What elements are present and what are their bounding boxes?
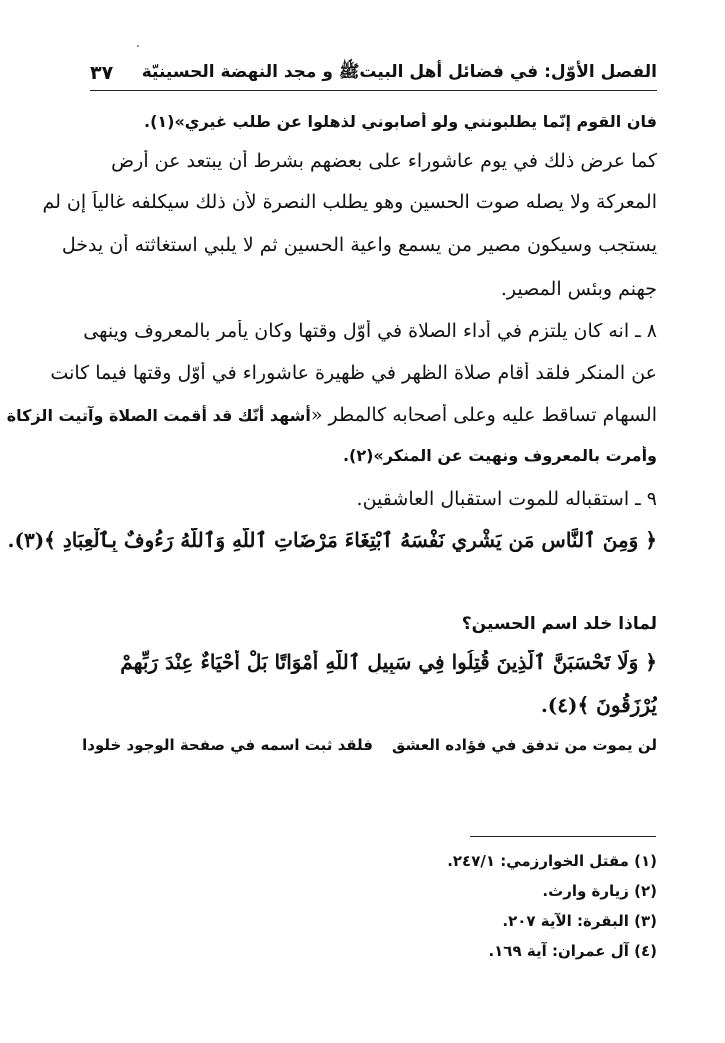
body-line-quote-part: أشهد أنّك قد أقمت الصلاة وآتيت الزكاة [6,406,311,425]
scan-mark [137,45,139,47]
footnote: (٢) زيارة وارث. [542,882,657,900]
footnote: (١) مقتل الخوارزمي: ٢٤٧/١. [447,852,657,870]
quran-verse: ﴿ وَمِنَ ٱلنَّاسِ مَن يَشْرِي نَفْسَهُ ٱبْتِغَاءَ مَرْضَاتِ ٱللَّهِ وَٱللَّهُ رَءُوفٌ بِٱلْعِبَادِ ﴾(٣). [7,528,657,552]
quran-verse: يُرْزَقُونَ ﴾(٤). [540,693,657,717]
body-line-plain-part: السهام تساقط عليه وعلى أصحابه كالمطر « [310,404,657,426]
footnote-divider [470,836,656,837]
body-line: كما عرض ذلك في يوم عاشوراء على بعضهم بشرط أن يبتعد عن أرض [111,150,657,172]
footnote: (٤) آل عمران: آية ١٦٩. [488,942,657,960]
poem-first-half: لن يموت من تدفق في فؤاده العشق [392,736,657,754]
section-heading: لماذا خلد اسم الحسين؟ [461,614,657,634]
body-line: المعركة ولا يصله صوت الحسين وهو يطلب النصرة لأن ذلك سيكلفه غالياً إن لم [42,191,657,213]
body-line: فان القوم إنّما يطلبونني ولو أصابوني لذهلوا عن طلب غيري»(١). [144,112,657,131]
body-line: يستجب وسيكون مصير من يسمع واعية الحسين ثم لا يلبي استغاثته أن يدخل [61,234,657,256]
page-number: ٣٧ [90,62,114,84]
body-line: جهنم وبئس المصير. [500,278,657,300]
poem-second-half: فلقد ثبت اسمه في صفحة الوجود خلودا [82,736,373,754]
body-line: ٨ ـ انه كان يلتزم في أداء الصلاة في أوّل وقتها وكان يأمر بالمعروف وينهى [83,320,657,342]
header-divider [90,90,657,91]
running-header [90,56,657,90]
body-line [7,404,657,426]
quran-verse: ﴿ وَلَا تَحْسَبَنَّ ٱلَّذِينَ قُتِلُوا فِي سَبِيلِ ٱللَّهِ أَمْوَاتًا بَلْ أَحْيَاءٌ عِنْدَ رَبِّهِمْ [120,650,657,674]
body-line: وأمرت بالمعروف ونهيت عن المنكر»(٢). [342,446,657,465]
footnote: (٣) البقرة: الآية ٢٠٧. [502,912,657,930]
body-line: عن المنكر فلقد أقام صلاة الظهر في ظهيرة عاشوراء في أوّل وقتها فيما كانت [50,362,657,384]
chapter-title: الفصل الأوّل: في فضائل أهل البيتﷺ و مجد النهضة الحسينيّة [141,61,657,82]
body-line: ٩ ـ استقباله للموت استقبال العاشقين. [356,488,657,510]
